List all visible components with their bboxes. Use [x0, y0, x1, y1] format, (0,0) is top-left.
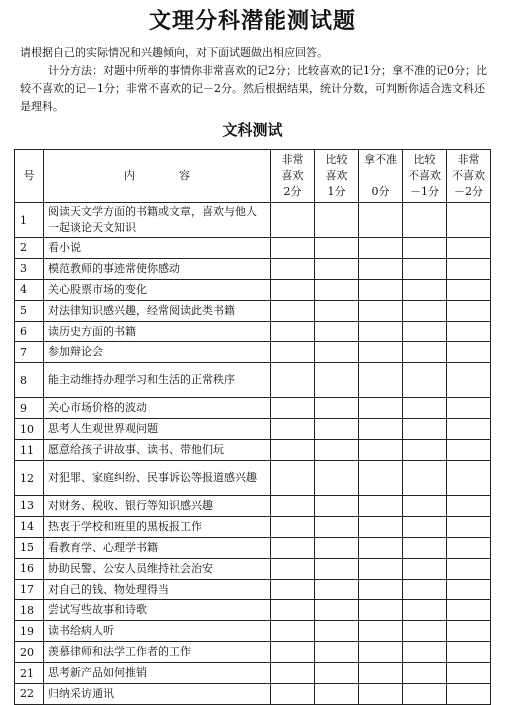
somewhat-like-cell[interactable] [315, 203, 359, 238]
unsure-cell[interactable] [359, 238, 403, 259]
unsure-cell[interactable] [359, 621, 403, 642]
unsure-cell[interactable] [359, 516, 403, 537]
somewhat-dislike-cell[interactable] [403, 363, 447, 398]
question-number: 6 [15, 321, 44, 342]
header-score: 2分 [283, 185, 302, 198]
header-line: 非常 [281, 153, 304, 166]
somewhat-like-cell[interactable] [315, 258, 359, 279]
question-number: 9 [15, 398, 44, 419]
question-text: 对自己的钱、物处理得当 [44, 579, 271, 600]
very-dislike-cell[interactable] [447, 461, 491, 496]
very-like-cell[interactable] [271, 579, 315, 600]
table-row [15, 461, 491, 496]
somewhat-dislike-cell[interactable] [403, 440, 447, 461]
table-row [15, 579, 491, 600]
somewhat-dislike-cell[interactable] [403, 238, 447, 259]
unsure-cell[interactable] [359, 440, 403, 461]
unsure-cell[interactable] [359, 558, 403, 579]
question-text: 看小说 [44, 238, 271, 259]
survey-body [15, 203, 491, 705]
header-content: 内 容 [44, 150, 271, 203]
instruction-line: 请根据自己的实际情况和兴趣倾向，对下面试题做出相应回答。 [20, 46, 328, 59]
table-row [15, 516, 491, 537]
somewhat-like-cell[interactable] [315, 419, 359, 440]
question-text: 思考人生观世界观问题 [44, 419, 271, 440]
very-like-cell[interactable] [271, 279, 315, 300]
table-row [15, 300, 491, 321]
somewhat-dislike-cell[interactable] [403, 398, 447, 419]
header-very-dislike [447, 150, 491, 203]
question-number: 3 [15, 258, 44, 279]
very-like-cell[interactable] [271, 642, 315, 663]
very-dislike-cell[interactable] [447, 419, 491, 440]
header-line: 喜欢 [281, 169, 304, 182]
unsure-cell[interactable] [359, 258, 403, 279]
question-number: 15 [15, 537, 44, 558]
unsure-cell[interactable] [359, 300, 403, 321]
somewhat-dislike-cell[interactable] [403, 496, 447, 517]
question-number: 19 [15, 621, 44, 642]
very-dislike-cell[interactable] [447, 279, 491, 300]
question-text: 看教育学、心理学书籍 [44, 537, 271, 558]
unsure-cell[interactable] [359, 419, 403, 440]
question-number: 11 [15, 440, 44, 461]
question-number: 4 [15, 279, 44, 300]
header-line: 比较 [325, 153, 348, 166]
very-dislike-cell[interactable] [447, 537, 491, 558]
question-number: 16 [15, 558, 44, 579]
question-number: 17 [15, 579, 44, 600]
very-dislike-cell[interactable] [447, 600, 491, 621]
question-text: 尝试写些故事和诗歌 [44, 600, 271, 621]
somewhat-like-cell[interactable] [315, 537, 359, 558]
very-dislike-cell[interactable] [447, 398, 491, 419]
somewhat-like-cell[interactable] [315, 600, 359, 621]
somewhat-dislike-cell[interactable] [403, 203, 447, 238]
somewhat-dislike-cell[interactable] [403, 516, 447, 537]
very-like-cell[interactable] [271, 496, 315, 517]
somewhat-like-cell[interactable] [315, 663, 359, 684]
table-row [15, 279, 491, 300]
very-dislike-cell[interactable] [447, 258, 491, 279]
unsure-cell[interactable] [359, 203, 403, 238]
table-row [15, 537, 491, 558]
very-like-cell[interactable] [271, 363, 315, 398]
very-dislike-cell[interactable] [447, 516, 491, 537]
table-row [15, 258, 491, 279]
somewhat-like-cell[interactable] [315, 342, 359, 363]
very-dislike-cell[interactable] [447, 684, 491, 705]
question-text: 对财务、税收、银行等知识感兴趣 [44, 496, 271, 517]
question-text: 思考新产品如何推销 [44, 663, 271, 684]
question-number: 20 [15, 642, 44, 663]
header-line [359, 168, 402, 184]
question-text: 对法律知识感兴趣，经常阅读此类书籍 [44, 300, 271, 321]
very-dislike-cell[interactable] [447, 558, 491, 579]
header-line: 拿不准 [364, 153, 397, 166]
unsure-cell[interactable] [359, 537, 403, 558]
header-line: 非常 [457, 153, 480, 166]
question-text: 羡慕律师和法学工作者的工作 [44, 642, 271, 663]
question-number: 14 [15, 516, 44, 537]
question-number: 10 [15, 419, 44, 440]
somewhat-like-cell[interactable] [315, 279, 359, 300]
somewhat-dislike-cell[interactable] [403, 600, 447, 621]
question-number: 13 [15, 496, 44, 517]
somewhat-dislike-cell[interactable] [403, 321, 447, 342]
very-dislike-cell[interactable] [447, 363, 491, 398]
very-dislike-cell[interactable] [447, 579, 491, 600]
table-row [15, 238, 491, 259]
question-text: 能主动维持办理学习和生活的正常秩序 [44, 363, 271, 398]
very-like-cell[interactable] [271, 398, 315, 419]
somewhat-dislike-cell[interactable] [403, 279, 447, 300]
somewhat-dislike-cell[interactable] [403, 342, 447, 363]
very-like-cell[interactable] [271, 419, 315, 440]
somewhat-like-cell[interactable] [315, 363, 359, 398]
header-line: 不喜欢 [408, 169, 441, 182]
table-row [15, 600, 491, 621]
question-text: 对犯罪、家庭纠纷、民事诉讼等报道感兴趣 [44, 461, 271, 496]
table-row [15, 419, 491, 440]
header-very-like [271, 150, 315, 203]
somewhat-dislike-cell[interactable] [403, 461, 447, 496]
very-dislike-cell[interactable] [447, 342, 491, 363]
very-like-cell[interactable] [271, 621, 315, 642]
header-score: 0分 [371, 185, 390, 198]
very-dislike-cell[interactable] [447, 300, 491, 321]
somewhat-dislike-cell[interactable] [403, 663, 447, 684]
unsure-cell[interactable] [359, 363, 403, 398]
very-like-cell[interactable] [271, 258, 315, 279]
survey-table [14, 149, 491, 705]
question-number: 1 [15, 203, 44, 238]
question-text: 读历史方面的书籍 [44, 321, 271, 342]
unsure-cell[interactable] [359, 496, 403, 517]
table-row [15, 440, 491, 461]
very-like-cell[interactable] [271, 342, 315, 363]
header-somewhat-dislike [403, 150, 447, 203]
somewhat-dislike-cell[interactable] [403, 419, 447, 440]
very-dislike-cell[interactable] [447, 321, 491, 342]
somewhat-like-cell[interactable] [315, 461, 359, 496]
table-row [15, 342, 491, 363]
somewhat-like-cell[interactable] [315, 398, 359, 419]
very-like-cell[interactable] [271, 461, 315, 496]
very-like-cell[interactable] [271, 600, 315, 621]
somewhat-like-cell[interactable] [315, 579, 359, 600]
header-line: 比较 [413, 153, 436, 166]
very-like-cell[interactable] [271, 203, 315, 238]
section-title: 文科测试 [222, 121, 283, 139]
very-dislike-cell[interactable] [447, 238, 491, 259]
somewhat-like-cell[interactable] [315, 496, 359, 517]
header-score: －1分 [410, 185, 439, 198]
question-text: 读书给病人听 [44, 621, 271, 642]
somewhat-like-cell[interactable] [315, 300, 359, 321]
somewhat-dislike-cell[interactable] [403, 558, 447, 579]
unsure-cell[interactable] [359, 684, 403, 705]
question-text: 模范教师的事迹常使你感动 [44, 258, 271, 279]
unsure-cell[interactable] [359, 579, 403, 600]
unsure-cell[interactable] [359, 600, 403, 621]
table-row [15, 663, 491, 684]
somewhat-dislike-cell[interactable] [403, 642, 447, 663]
somewhat-like-cell[interactable] [315, 440, 359, 461]
unsure-cell[interactable] [359, 398, 403, 419]
very-like-cell[interactable] [271, 684, 315, 705]
somewhat-dislike-cell[interactable] [403, 300, 447, 321]
very-dislike-cell[interactable] [447, 642, 491, 663]
table-row [15, 496, 491, 517]
table-row [15, 363, 491, 398]
very-dislike-cell[interactable] [447, 440, 491, 461]
unsure-cell[interactable] [359, 663, 403, 684]
question-number: 2 [15, 238, 44, 259]
very-like-cell[interactable] [271, 537, 315, 558]
table-row [15, 398, 491, 419]
very-like-cell[interactable] [271, 516, 315, 537]
question-number: 21 [15, 663, 44, 684]
table-row [15, 621, 491, 642]
very-like-cell[interactable] [271, 663, 315, 684]
table-header-row [15, 150, 491, 203]
somewhat-like-cell[interactable] [315, 516, 359, 537]
somewhat-like-cell[interactable] [315, 642, 359, 663]
question-number: 22 [15, 684, 44, 705]
very-dislike-cell[interactable] [447, 203, 491, 238]
somewhat-dislike-cell[interactable] [403, 621, 447, 642]
table-row [15, 642, 491, 663]
header-score: －2分 [454, 185, 483, 198]
question-text: 协助民警、公安人员维持社会治安 [44, 558, 271, 579]
somewhat-like-cell[interactable] [315, 558, 359, 579]
somewhat-like-cell[interactable] [315, 321, 359, 342]
header-line: 不喜欢 [452, 169, 485, 182]
question-text: 参加辩论会 [44, 342, 271, 363]
table-row [15, 203, 491, 238]
question-text: 关心市场价格的波动 [44, 398, 271, 419]
header-score: 1分 [327, 185, 346, 198]
unsure-cell[interactable] [359, 642, 403, 663]
unsure-cell[interactable] [359, 461, 403, 496]
somewhat-like-cell[interactable] [315, 684, 359, 705]
somewhat-like-cell[interactable] [315, 621, 359, 642]
very-dislike-cell[interactable] [447, 663, 491, 684]
question-text: 关心股票市场的变化 [44, 279, 271, 300]
unsure-cell[interactable] [359, 321, 403, 342]
question-text: 热衷于学校和班里的黑板报工作 [44, 516, 271, 537]
somewhat-dislike-cell[interactable] [403, 684, 447, 705]
unsure-cell[interactable] [359, 279, 403, 300]
instructions [20, 44, 490, 116]
question-text: 阅读天文学方面的书籍或文章，喜欢与他人一起谈论天文知识 [44, 203, 271, 238]
question-number: 8 [15, 363, 44, 398]
table-row [15, 558, 491, 579]
very-dislike-cell[interactable] [447, 621, 491, 642]
very-dislike-cell[interactable] [447, 496, 491, 517]
header-line: 喜欢 [325, 169, 348, 182]
table-row [15, 684, 491, 705]
question-number: 5 [15, 300, 44, 321]
very-like-cell[interactable] [271, 238, 315, 259]
somewhat-dislike-cell[interactable] [403, 537, 447, 558]
header-unsure [359, 150, 403, 203]
very-like-cell[interactable] [271, 440, 315, 461]
scoring-method: 计分方法：对题中所举的事情你非常喜欢的记2分；比较喜欢的记1分；拿不准的记0分；比较不喜欢的记－1分；非常不喜欢的记－2分。然后根据结果，统计分数，可判断你适合选文科还是理科。 [20, 64, 487, 113]
very-like-cell[interactable] [271, 321, 315, 342]
very-like-cell[interactable] [271, 300, 315, 321]
somewhat-like-cell[interactable] [315, 238, 359, 259]
question-text: 愿意给孩子讲故事、读书、带他们玩 [44, 440, 271, 461]
very-like-cell[interactable] [271, 558, 315, 579]
header-number: 号 [15, 150, 44, 203]
question-number: 7 [15, 342, 44, 363]
document-title: 文理分科潜能测试题 [148, 8, 356, 34]
unsure-cell[interactable] [359, 342, 403, 363]
header-somewhat-like [315, 150, 359, 203]
somewhat-dislike-cell[interactable] [403, 579, 447, 600]
table-row [15, 321, 491, 342]
question-text: 归纳采访通讯 [44, 684, 271, 705]
somewhat-dislike-cell[interactable] [403, 258, 447, 279]
question-number: 18 [15, 600, 44, 621]
question-number: 12 [15, 461, 44, 496]
